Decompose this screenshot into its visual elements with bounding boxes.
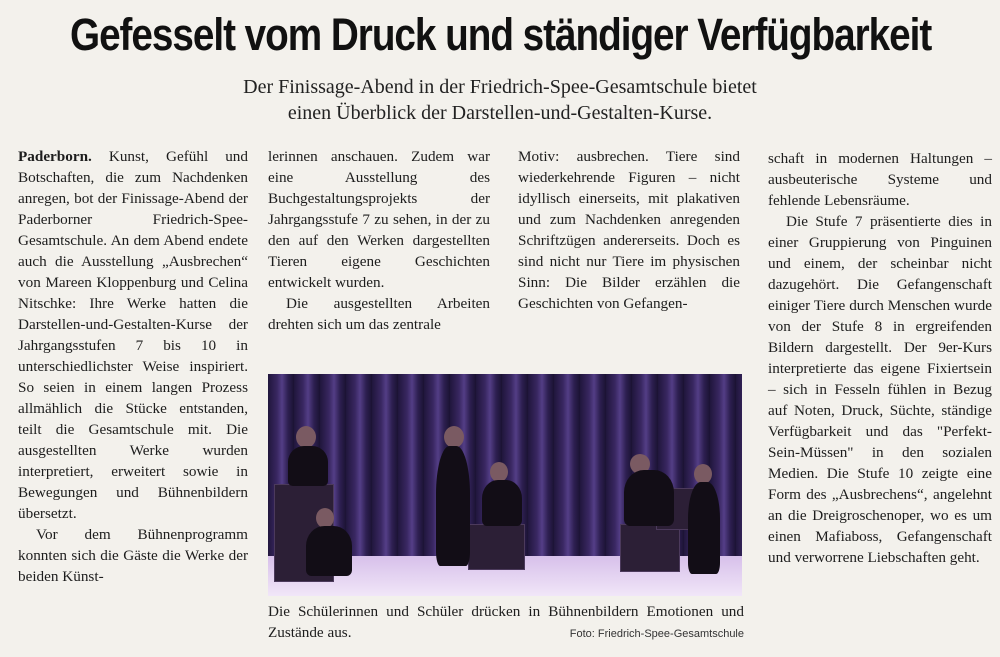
performer-head [490, 462, 508, 482]
paragraph: Die ausgestellten Arbeiten drehten sich um das zentrale [268, 295, 490, 333]
subheadline [0, 74, 1000, 126]
performer [288, 446, 328, 486]
headline: Gefesselt vom Druck und ständiger Verfügbarkeit [70, 9, 932, 60]
article-column-1 [18, 146, 248, 587]
paragraph-text: Kunst, Gefühl und Botschaften, die zum Nachdenken anregen, bot der Finissage-Abend der Paderborner Friedrich-Spee-Gesamtschule. An dem Abend endete auch die Ausstellung „Ausbrechen“ von Mareen Kloppenburg und Celina Nitschke: Ihre Werke hatten die Darstellen-und-Gestalten-Kurse der Jahrgangsstufen 7 bis 10 in unterschiedlichster Weise inspiriert. So seien in einem langen Prozess allmählich die Stücke entstanden, teilt die Gesamtschule mit. Die ausgestellten Werke wurden interpretiert, erweitert sowie in Bewegungen und Bühnenbildern übersetzt. [18, 148, 248, 522]
performer-head [444, 426, 464, 448]
performer [436, 446, 470, 566]
performer [306, 526, 352, 576]
paragraph: Motiv: ausbrechen. Tiere sind wiederkehrende Figuren – nicht idyllisch einerseits, mit plakativen und zum Nachdenken anregenden Schriftzügen andererseits. Doch es sind nicht nur Tiere im physischen Sinn: Die Bilder erzählen die Geschichten von Gefangen- [518, 148, 740, 312]
article-column-3 [518, 146, 740, 314]
paragraph: lerinnen anschauen. Zudem war eine Ausstellung des Buchgestaltungsprojekts der Jahrgangsstufe 7 zu sehen, in der zu den auf den Werken dargestellten Tieren eigene Geschichten entwickelt wurden. [268, 148, 490, 291]
paragraph: schaft in modernen Haltungen – ausbeuterische Systeme und fehlende Lebensräume. [768, 150, 992, 209]
stage-photo [268, 374, 742, 596]
photo-caption: Die Schülerinnen und Schüler drücken in Bühnenbildern Emotionen und Zustände aus. [268, 603, 744, 641]
dateline: Paderborn. [18, 148, 92, 165]
paragraph: Vor dem Bühnenprogramm konnten sich die Gäste die Werke der beiden Künst- [18, 526, 248, 585]
article-column-2 [268, 146, 490, 335]
performer [688, 482, 720, 574]
performer-head [316, 508, 334, 528]
paragraph [18, 146, 248, 524]
stage-box [468, 524, 525, 570]
subheadline-line-1: Der Finissage-Abend in der Friedrich-Spee-Gesamtschule bietet [243, 76, 757, 98]
stage-box [620, 524, 680, 572]
performer-head [296, 426, 316, 448]
performer-head [694, 464, 712, 484]
subheadline-line-2: einen Überblick der Darstellen-und-Gestalten-Kurse. [287, 102, 713, 124]
performer [624, 470, 674, 526]
photo-credit: Foto: Friedrich-Spee-Gesamtschule [569, 628, 744, 640]
performer [482, 480, 522, 526]
paragraph: Die Stufe 7 präsentierte dies in einer Gruppierung von Pinguinen und einem, der scheinbar nicht dazugehört. Die Gefangenschaft einiger Tiere durch Menschen wurde von der Stufe 8 in ergreifenden Bildern dargestellt. Der 9er-Kurs interpretierte das eigene Fixiertsein – sich in Fesseln fühlen in Bezug auf Noten, Druck, Süchte, ständige Verfügbarkeit und das "Perfekt-Sein-Müssen" in den sozialen Medien. Die Stufe 10 zeigte eine Form des „Ausbrechens“, angelehnt an die Dreigroschenoper, wo es um einen Mafiaboss, Gefangenschaft und verworrene Liebschaften geht. [768, 213, 992, 566]
article-column-4 [768, 148, 992, 568]
